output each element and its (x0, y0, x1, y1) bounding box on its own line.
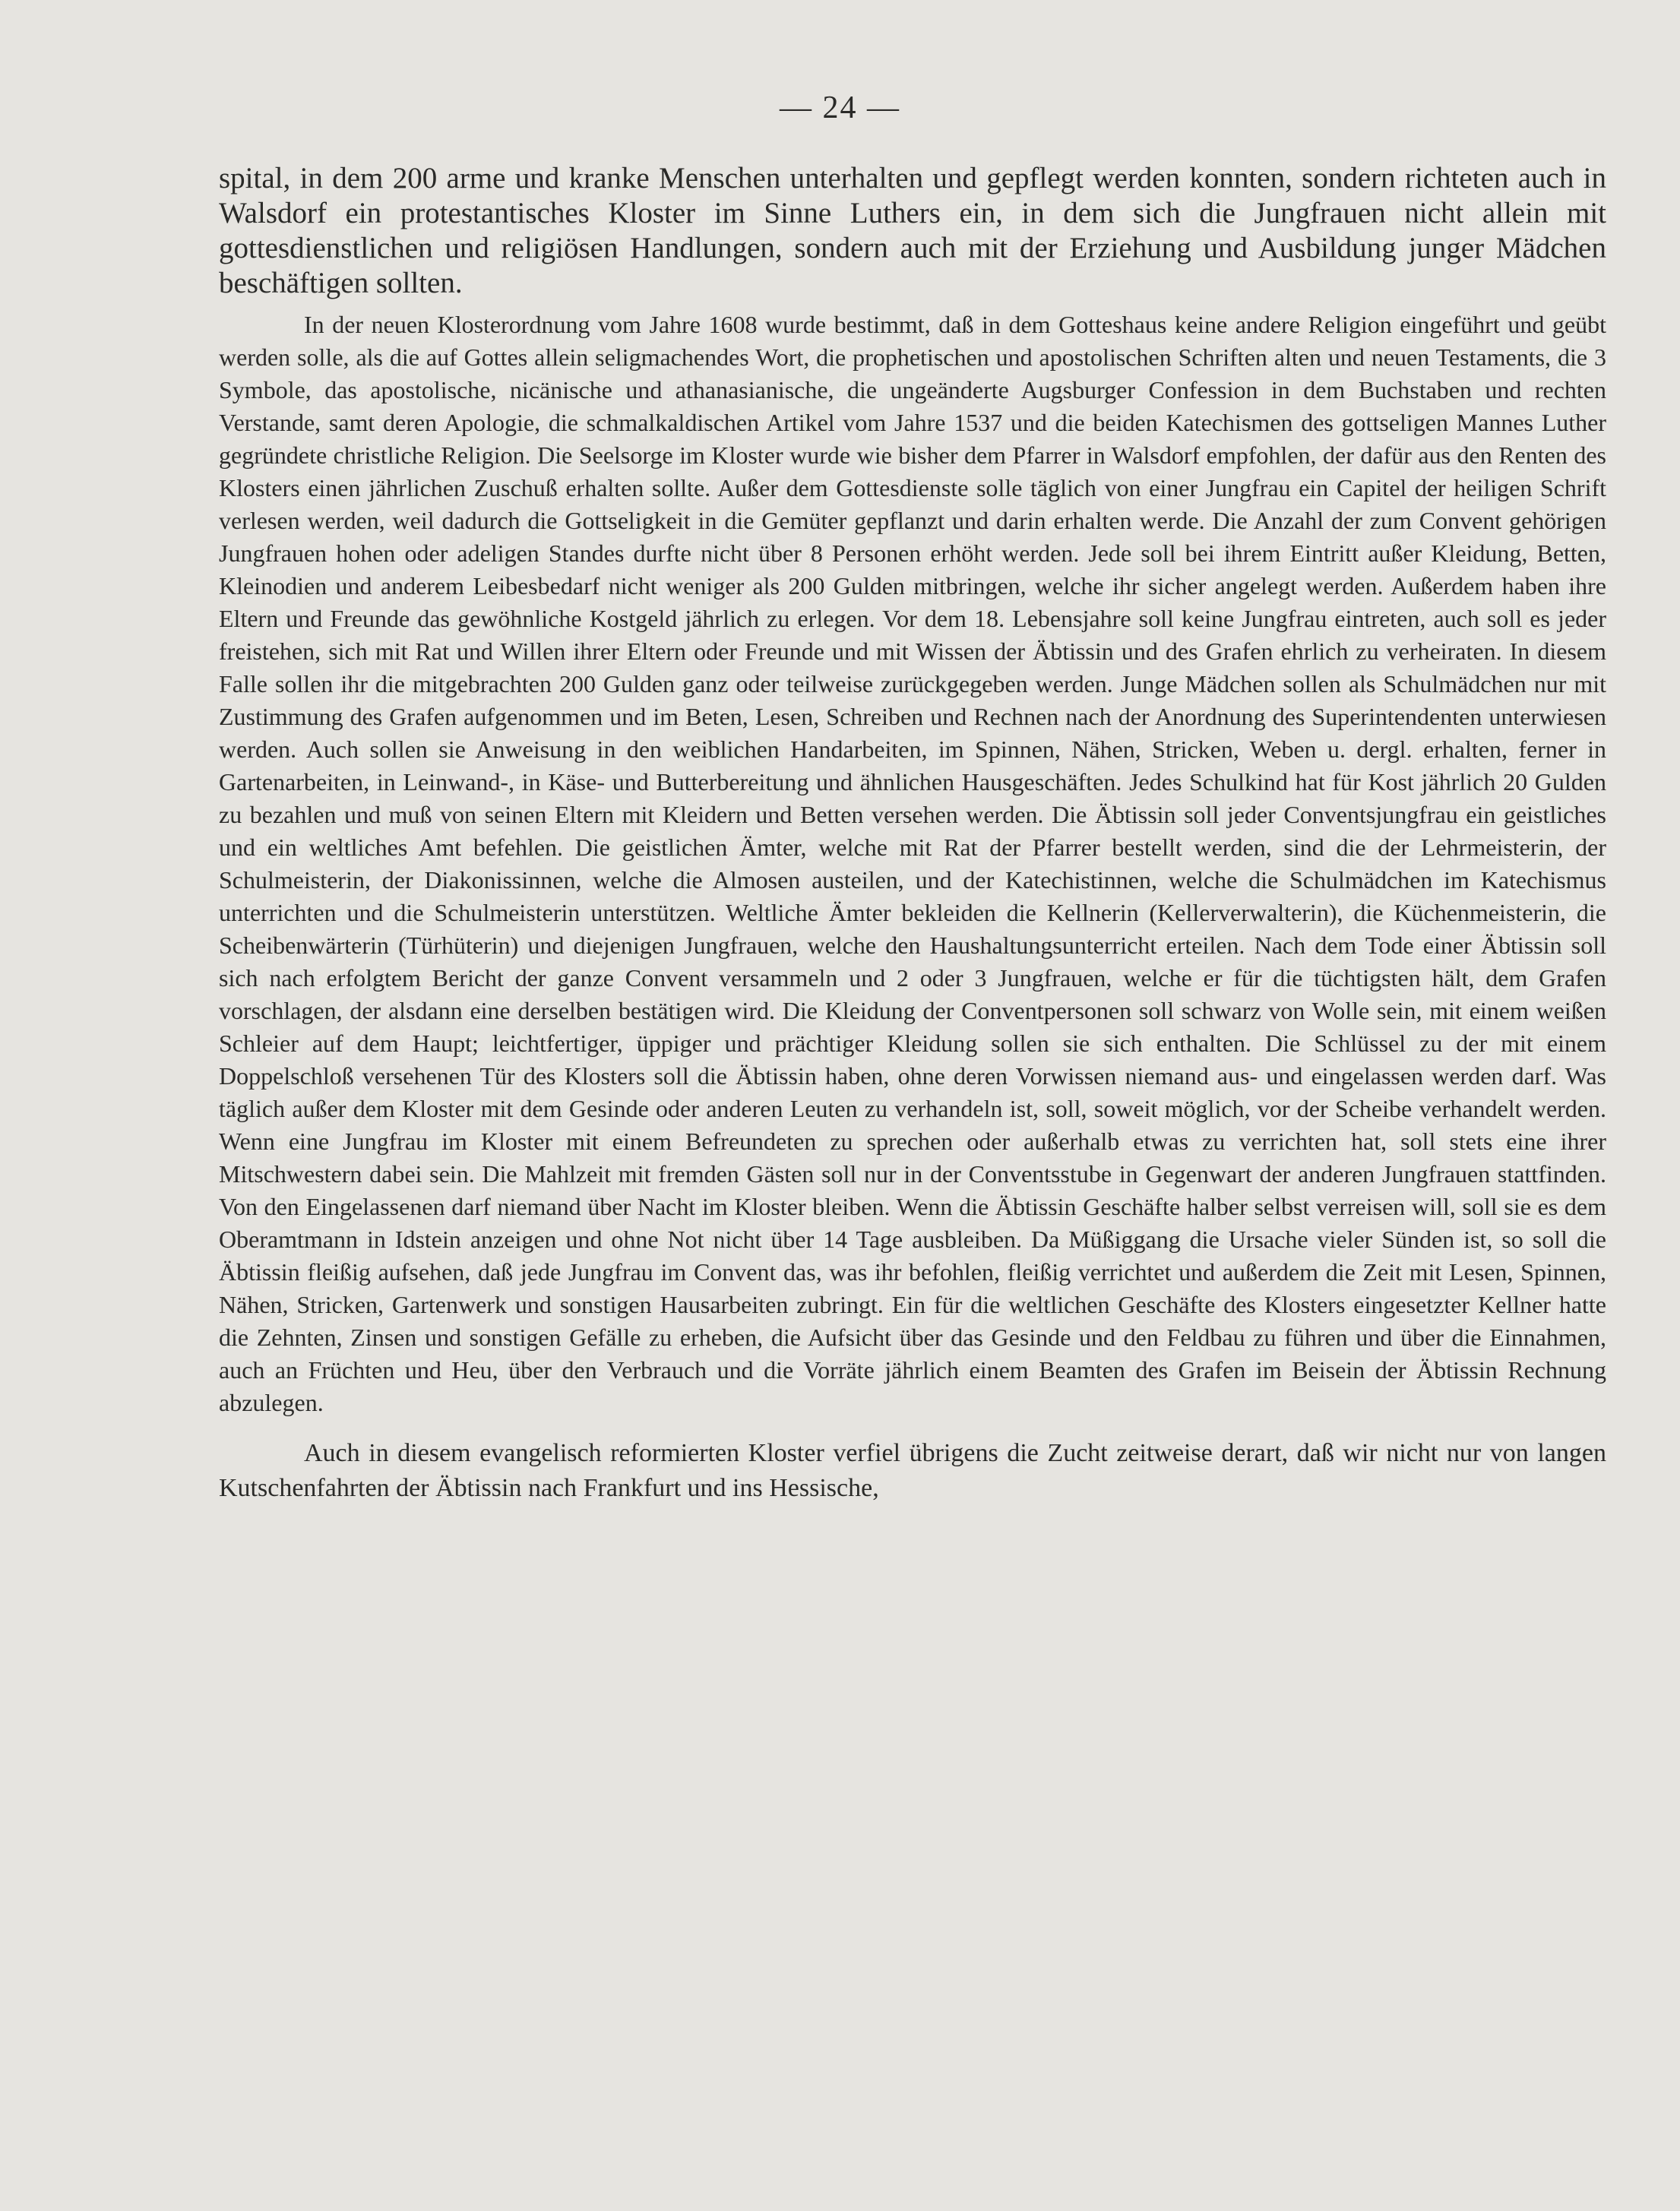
paragraph-intro: spital, in dem 200 arme und kranke Menschen unterhalten und gepflegt werden konnten, sondern richteten auch in Walsdorf ein protestantisches Kloster im Sinne Luthers ein, in dem sich die Jungfrauen nicht allein mit gottesdienstlichen und religiösen Handlungen, sondern auch mit der Erziehung und Ausbildung junger Mädchen beschäftigen sollten. (219, 162, 1606, 299)
paragraph-klosterordnung: In der neuen Klosterordnung vom Jahre 1608 wurde bestimmt, daß in dem Gotteshaus keine andere Religion eingeführt und geübt werden solle, als die auf Gottes allein seligmachendes Wort, die prophetischen und apostolischen Schriften alten und neuen Testaments, die 3 Symbole, das apostolische, nicänische und athanasianische, die ungeänderte Augsburger Confession in dem Buchstaben und rechten Verstande, samt deren Apologie, die schmalkaldischen Artikel vom Jahre 1537 und die beiden Katechismen des gottseligen Mannes Luther gegründete christliche Religion. Die Seelsorge im Kloster wurde wie bisher dem Pfarrer in Walsdorf empfohlen, der dafür aus den Renten des Klosters einen jährlichen Zuschuß erhalten sollte. Außer dem Gottesdienste solle täglich von einer Jungfrau ein Capitel der heiligen Schrift verlesen werden, weil dadurch die Gottseligkeit in die Gemüter gepflanzt und darin erhalten werde. Die Anzahl der zum Convent gehörigen Jungfrauen hohen oder adeligen Standes durfte nicht über 8 Personen erhöht werden. Jede soll bei ihrem Eintritt außer Kleidung, Betten, Kleinodien und anderem Leibesbedarf nicht weniger als 200 Gulden mitbringen, welche ihr sicher angelegt werden. Außerdem haben ihre Eltern und Freunde das gewöhnliche Kostgeld jährlich zu erlegen. Vor dem 18. Lebensjahre soll keine Jungfrau eintreten, auch soll es jeder freistehen, sich mit Rat und Willen ihrer Eltern oder Freunde und mit Wissen der Äbtissin und des Grafen ehrlich zu verheiraten. In diesem Falle sollen ihr die mitgebrachten 200 Gulden ganz oder teilweise zurückgegeben werden. Junge Mädchen sollen als Schulmädchen nur mit Zustimmung des Grafen aufgenommen und im Beten, Lesen, Schreiben und Rechnen nach der Anordnung des Superintendenten unterwiesen werden. Auch sollen sie Anweisung in den weiblichen Handarbeiten, im Spinnen, Nähen, Stricken, Weben u. dergl. erhalten, ferner in Gartenarbeiten, in Leinwand-, in Käse- und Butterbereitung und ähnlichen Hausgeschäften. Jedes Schulkind hat für Kost jährlich 20 Gulden zu bezahlen und muß von seinen Eltern mit Kleidern und Betten versehen werden. Die Äbtissin soll jeder Conventsjungfrau ein geistliches und ein weltliches Amt befehlen. Die geistlichen Ämter, welche mit Rat der Pfarrer bestellt werden, sind die der Lehrmeisterin, der Schulmeisterin, der Diakonissinnen, welche die Almosen austeilen, und der Katechistinnen, welche die Schulmädchen im Katechismus unterrichten und die Schulmeisterin unterstützen. Weltliche Ämter bekleiden die Kellnerin (Kellerverwalterin), die Küchenmeisterin, die Scheibenwärterin (Türhüterin) und diejenigen Jungfrauen, welche den Haushaltungsunterricht erteilen. Nach dem Tode einer Äbtissin soll sich nach erfolgtem Bericht der ganze Convent versammeln und 2 oder 3 Jungfrauen, welche er für die tüchtigsten hält, dem Grafen vorschlagen, der alsdann eine derselben bestätigen wird. Die Kleidung der Conventpersonen soll schwarz von Wolle sein, mit einem weißen Schleier auf dem Haupt; leichtfertiger, üppiger und prächtiger Kleidung sollen sie sich enthalten. Die Schlüssel zu der mit einem Doppelschloß versehenen Tür des Klosters soll die Äbtissin haben, ohne deren Vorwissen niemand aus- und eingelassen werden darf. Was täglich außer dem Kloster mit dem Gesinde oder anderen Leuten zu verhandeln ist, soll, soweit möglich, vor der Scheibe verhandelt werden. Wenn eine Jungfrau im Kloster mit einem Befreundeten zu sprechen oder außerhalb etwas zu verrichten hat, soll stets eine ihrer Mitschwestern dabei sein. Die Mahlzeit mit fremden Gästen soll nur in der Conventsstube in Gegenwart der anderen Jungfrauen stattfinden. Von den Eingelassenen darf niemand über Nacht im Kloster bleiben. Wenn die Äbtissin Geschäfte halber selbst verreisen will, soll sie es dem Oberamtmann in Idstein anzeigen und ohne Not nicht über 14 Tage ausbleiben. Da Müßiggang die Ursache vieler Sünden ist, so soll die Äbtissin fleißig aufsehen, daß jede Jungfrau im Convent das, was ihr befohlen, fleißig verrichtet und außerdem die Zeit mit Lesen, Spinnen, Nähen, Stricken, Gartenwerk und sonstigen Hausarbeiten zubringt. Ein für die weltlichen Geschäfte des Klosters eingesetzter Kellner hatte die Zehnten, Zinsen und sonstigen Gefälle zu erheben, die Aufsicht über das Gesinde und den Feldbau zu führen und über die Einnahmen, auch an Früchten und Heu, über den Verbrauch und die Vorräte jährlich einem Beamten des Grafen im Beisein der Äbtissin Rechnung abzulegen. (219, 311, 1606, 1416)
paragraph-conclusion: Auch in diesem evangelisch reformierten Kloster verfiel übrigens die Zucht zeitweise derart, daß wir nicht nur von langen Kutschenfahrten der Äbtissin nach Frankfurt und ins Hessische, (219, 1439, 1606, 1502)
page-number: — 24 — (780, 90, 900, 125)
text-column (219, 161, 1606, 1506)
